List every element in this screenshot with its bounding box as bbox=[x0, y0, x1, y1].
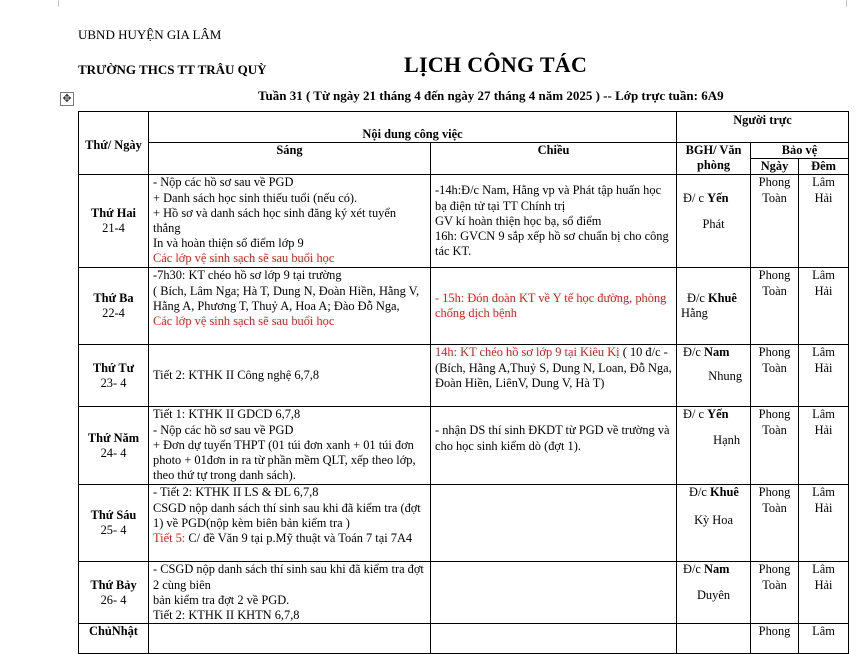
guard-day-cell: Phong Toàn bbox=[751, 485, 799, 562]
bgh-cell: Đ/c Khuê Hằng bbox=[677, 268, 751, 345]
guard-night-cell: Lâm bbox=[799, 624, 849, 654]
morning-cell: - Nộp các hồ sơ sau về PGD + Danh sách học sinh thiếu tuổi (nếu có). + Hồ sơ và danh sách học sinh đăng ký xét tuyển thẳng In và hoàn thiện sổ điểm lớp 9 Các lớp vệ sinh sạch sẽ sau buổi học bbox=[149, 175, 431, 268]
header-guard-day: Ngày bbox=[751, 159, 799, 175]
bgh-cell: Đ/ c Yến Hạnh bbox=[677, 407, 751, 485]
bgh-cell bbox=[677, 624, 751, 654]
guard-day-cell: Phong Toàn bbox=[751, 562, 799, 624]
afternoon-cell: 14h: KT chéo hồ sơ lớp 9 tại Kiêu Kị ( 10 đ/c - (Bích, Hằng A,Thuỷ S, Dung N, Loan, Đỗ Nga, Đoàn Hiền, LiênV, Dung V, Hà T) bbox=[431, 345, 677, 407]
header-guard-night: Đêm bbox=[799, 159, 849, 175]
afternoon-cell: - nhận DS thí sinh ĐKDT từ PGD về trường và cho học sinh kiểm dò (đợt 1). bbox=[431, 407, 677, 485]
week-subtitle: Tuần 31 ( Từ ngày 21 tháng 4 đến ngày 27 tháng 4 năm 2025 ) -- Lớp trực tuần: 6A9 bbox=[258, 88, 724, 103]
table-row bbox=[79, 485, 849, 562]
header-day: Thứ/ Ngày bbox=[79, 112, 149, 175]
header-guard: Bảo vệ bbox=[751, 143, 849, 159]
table-row bbox=[79, 175, 849, 268]
header-bgh: BGH/ Văn phòng bbox=[677, 143, 751, 175]
afternoon-cell: - 15h: Đón đoàn KT về Y tế học đường, phòng chống dịch bệnh bbox=[431, 268, 677, 345]
afternoon-cell bbox=[431, 562, 677, 624]
afternoon-cell: -14h:Đ/c Nam, Hằng vp và Phát tập huấn học bạ điện tử tại TT Chính trị GV kí hoàn thiện học bạ, sổ điểm 16h: GVCN 9 sắp xếp hồ sơ chuẩn bị cho công tác KT. bbox=[431, 175, 677, 268]
org-name: UBND HUYỆN GIA LÂM bbox=[78, 27, 222, 42]
table-row bbox=[79, 345, 849, 407]
day-cell: Thứ Bảy 26- 4 bbox=[79, 562, 149, 624]
guard-day-cell: Phong Toàn bbox=[751, 175, 799, 268]
guard-night-cell: Lâm Hải bbox=[799, 562, 849, 624]
bgh-cell: Đ/c Nam Nhung bbox=[677, 345, 751, 407]
day-cell: Thứ Năm 24- 4 bbox=[79, 407, 149, 485]
guard-day-cell: Phong bbox=[751, 624, 799, 654]
bgh-cell: Đ/c Khuê Kỳ Hoa bbox=[677, 485, 751, 562]
day-cell: Thứ Hai 21-4 bbox=[79, 175, 149, 268]
guard-night-cell: Lâm Hải bbox=[799, 485, 849, 562]
bgh-cell: Đ/c Nam Duyên bbox=[677, 562, 751, 624]
day-cell: Thứ Ba 22-4 bbox=[79, 268, 149, 345]
afternoon-cell bbox=[431, 624, 677, 654]
header-content: Nội dung công việc bbox=[149, 112, 677, 143]
guard-night-cell: Lâm Hải bbox=[799, 345, 849, 407]
day-cell: Thứ Sáu 25- 4 bbox=[79, 485, 149, 562]
table-row bbox=[79, 407, 849, 485]
guard-day-cell: Phong Toàn bbox=[751, 407, 799, 485]
morning-cell: - CSGD nộp danh sách thí sinh sau khi đã kiểm tra đợt 2 cùng biên bản kiểm tra đợt 2 về PGD. Tiết 2: KTHK II KHTN 6,7,8 bbox=[149, 562, 431, 624]
schedule-table bbox=[78, 111, 849, 654]
table-row bbox=[79, 562, 849, 624]
guard-day-cell: Phong Toàn bbox=[751, 345, 799, 407]
header-morning: Sáng bbox=[149, 143, 431, 175]
guard-night-cell: Lâm Hải bbox=[799, 175, 849, 268]
bgh-cell: Đ/ c Yến Phát bbox=[677, 175, 751, 268]
morning-cell: Tiết 1: KTHK II GDCD 6,7,8 - Nộp các hồ sơ sau về PGD + Đơn dự tuyển THPT (01 túi đơn xanh + 01 túi đơn photo + 01đơn in ra từ phần mềm QLT, xếp theo lớp, theo thứ tự trong danh sách). bbox=[149, 407, 431, 485]
day-cell: ChủNhật bbox=[79, 624, 149, 654]
morning-cell: - Tiết 2: KTHK II LS & ĐL 6,7,8 CSGD nộp danh sách thí sinh sau khi đã kiểm tra (đợt 1) về PGD(nộp kèm biên bản kiểm tra ) Tiết 5: C/ đề Văn 9 tại p.Mỹ thuật và Toán 7 tại 7A4 bbox=[149, 485, 431, 562]
guard-night-cell: Lâm Hải bbox=[799, 268, 849, 345]
page-edge-mark bbox=[846, 0, 847, 7]
header-duty: Người trực bbox=[677, 112, 849, 143]
afternoon-cell bbox=[431, 485, 677, 562]
guard-night-cell: Lâm Hải bbox=[799, 407, 849, 485]
page-title: LỊCH CÔNG TÁC bbox=[404, 52, 588, 77]
morning-cell bbox=[149, 624, 431, 654]
morning-cell: -7h30: KT chéo hồ sơ lớp 9 tại trường ( Bích, Lâm Nga; Hà T, Dung N, Đoàn Hiền, Hằng V, Hằng A, Phương T, Thuỷ A, Hoa A; Đào Đỗ Nga, Các lớp vệ sinh sạch sẽ sau buổi học bbox=[149, 268, 431, 345]
school-name: TRƯỜNG THCS TT TRÂU QUỲ bbox=[78, 62, 267, 77]
header-afternoon: Chiều bbox=[431, 143, 677, 175]
table-row bbox=[79, 624, 849, 654]
guard-day-cell: Phong Toàn bbox=[751, 268, 799, 345]
table-move-handle-icon[interactable]: ✥ bbox=[60, 92, 74, 106]
morning-cell: Tiết 2: KTHK II Công nghệ 6,7,8 bbox=[149, 345, 431, 407]
page-edge-mark bbox=[58, 0, 59, 7]
table-row bbox=[79, 268, 849, 345]
day-cell: Thứ Tư 23- 4 bbox=[79, 345, 149, 407]
